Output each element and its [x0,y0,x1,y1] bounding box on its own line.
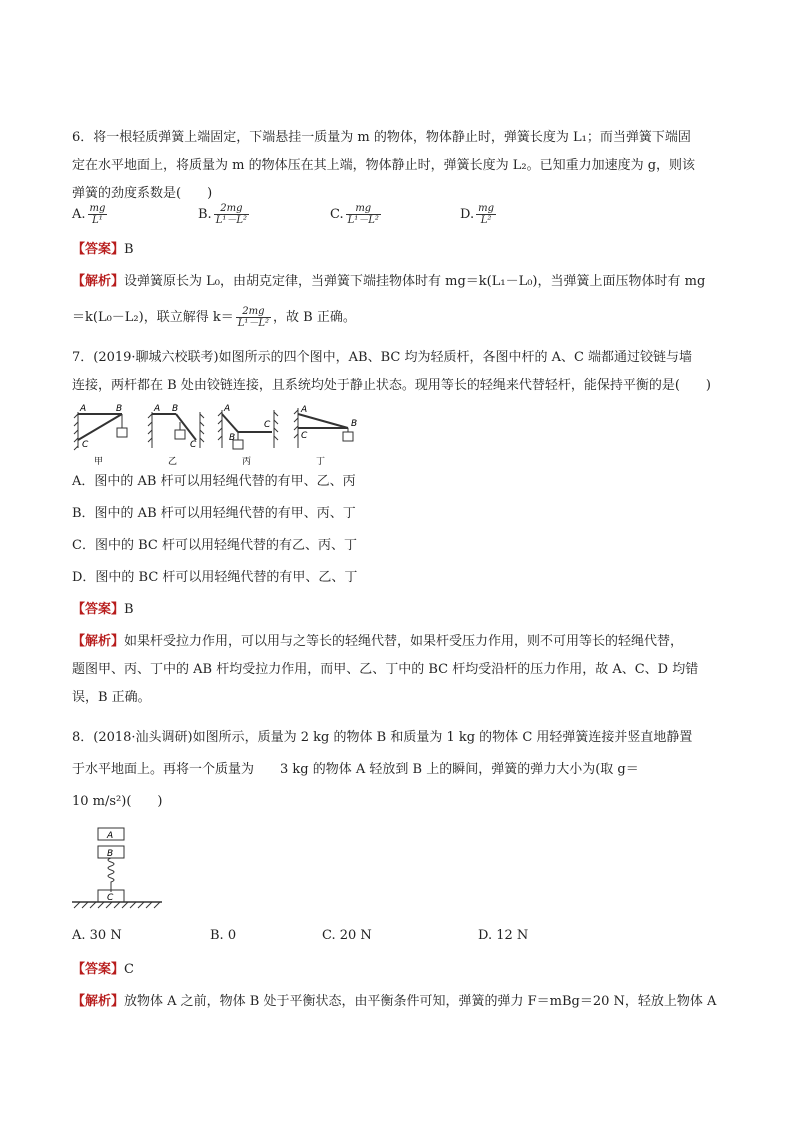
q6-stem-line2: 定在水平地面上，将质量为 m 的物体压在其上端，物体静止时，弹簧长度为 L₂。已知重力加速度为 g，则该 [72,158,696,173]
caption-bing: 丙 [242,457,252,467]
q7-option-c[interactable]: C．图中的 BC 杆可以用轻绳代替的有乙、丙、丁 [72,538,357,553]
q8-option-c[interactable]: C. 20 N [322,928,372,943]
q8-option-b[interactable]: B. 0 [210,928,237,943]
label-b: B [172,404,179,414]
label-c: C [190,440,197,450]
q7-answer: 【答案】B [72,602,134,617]
q6-analysis-line1: 【解析】设弹簧原长为 L₀，由胡克定律，当弹簧下端挂物体时有 mg＝k(L₁－L₀)，当弹簧上面压物体时有 mg [72,274,706,289]
q8-option-d[interactable]: D. 12 N [478,928,529,943]
q8-stem-line3: 10 m/s²)( ) [72,794,163,809]
spring-icon [108,858,114,892]
caption-yi: 乙 [168,457,178,467]
block-b-label: B [107,849,114,859]
label-b: B [351,419,358,429]
q8-answer: 【答案】C [72,962,134,977]
label-a: A [224,404,231,414]
block-a-label: A [107,831,114,841]
q7-option-a[interactable]: A．图中的 AB 杆可以用轻绳代替的有甲、乙、丙 [72,474,356,489]
q8-option-a[interactable]: A. 30 N [72,928,122,943]
q6-option-c[interactable]: C. $\frac{mg}{\text{L¹－L²}}$ [330,203,379,226]
q7-option-b[interactable]: B．图中的 AB 杆可以用轻绳代替的有甲、丙、丁 [72,506,356,521]
label-a: A [80,404,87,414]
label-a: A [301,405,308,415]
block-c-label: C [107,893,114,903]
caption-ding: 丁 [316,457,326,467]
q6-answer: 【答案】B [72,242,134,257]
fraction: $\frac{2mg}{\text{L¹－L²}}$ [215,203,247,226]
fraction: $\frac{2mg}{\text{L¹－L²}}$ [237,306,270,329]
fraction: $\frac{mg}{\text{L²}}$ [478,203,494,226]
q6-stem-line1: 6．将一根轻质弹簧上端固定，下端悬挂一质量为 m 的物体，物体静止时，弹簧长度为 L₁；而当弹簧下端固 [72,130,691,145]
q7-analysis-line1: 【解析】如果杆受拉力作用，可以用与之等长的轻绳代替，如果杆受压力作用，则不可用等长的轻绳代替， [72,634,684,649]
q6-stem-line3: 弹簧的劲度系数是( ) [72,186,213,201]
label-c: C [82,440,89,450]
q7-diagrams [72,400,372,470]
q6-option-d[interactable]: D. $\frac{mg}{\text{L²}}$ [460,203,494,226]
q8-diagram [72,824,192,912]
q7-stem-line2: 连接，两杆都在 B 处由铰链连接，且系统均处于静止状态。现用等长的轻绳来代替轻杆，能保持平衡的是( ) [72,378,711,393]
q8-stem-line2: 于水平地面上。再将一个质量为 3 kg 的物体 A 轻放到 B 上的瞬间，弹簧的弹力大小为(取 g＝ [72,762,639,777]
q8-stem-line1: 8．(2018·汕头调研)如图所示，质量为 2 kg 的物体 B 和质量为 1 kg 的物体 C 用轻弹簧连接并竖直地静置 [72,730,693,745]
q7-analysis-line3: 误，B 正确。 [72,690,151,705]
q7-analysis-line2: 题图甲、丙、丁中的 AB 杆均受拉力作用，而甲、乙、丁中的 BC 杆均受沿杆的压力作用，故 A、C、D 均错 [72,662,699,677]
caption-jia: 甲 [94,457,104,467]
label-a: A [154,404,161,414]
label-b: B [229,433,236,443]
q6-analysis-line2: ＝k(L₀－L₂)，联立解得 k＝ $\frac{2mg}{\text{L¹－L²}}$ ，故 B 正确。 [72,306,356,329]
q7-option-d[interactable]: D．图中的 BC 杆可以用轻绳代替的有甲、乙、丁 [72,570,358,585]
fraction: $\frac{mg}{\text{L¹}}$ [89,203,106,226]
label-c: C [301,431,308,441]
fraction: $\frac{mg}{\text{L¹－L²}}$ [347,203,379,226]
q6-option-a[interactable]: A. $\frac{mg}{\text{L¹}}$ [72,203,106,226]
label-c: C [264,420,271,430]
q6-option-b[interactable]: B. $\frac{2mg}{\text{L¹－L²}}$ [198,203,247,226]
q7-stem-line1: 7．(2019·聊城六校联考)如图所示的四个图中，AB、BC 均为轻质杆，各图中杆的 A、C 端都通过铰链与墙 [72,350,693,365]
q8-analysis-line1: 【解析】放物体 A 之前，物体 B 处于平衡状态，由平衡条件可知，弹簧的弹力 F＝mBg＝20 N，轻放上物体 A [72,994,717,1009]
label-b: B [116,404,123,414]
